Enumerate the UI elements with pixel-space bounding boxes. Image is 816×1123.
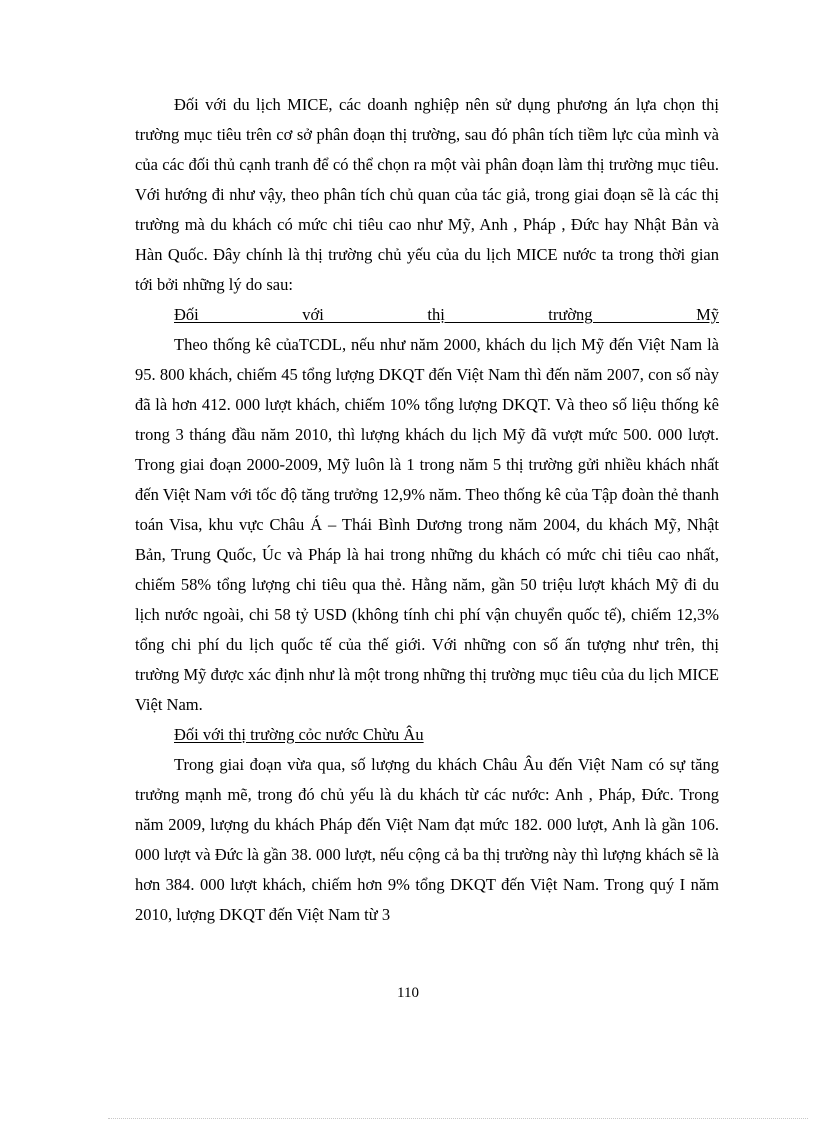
paragraph-european-market: Trong giai đoạn vừa qua, số lượng du khách Châu Âu đến Việt Nam có sự tăng trưởng mạnh mẽ, trong đó chủ yếu là du khách từ các nước: Anh , Pháp, Đức. Trong năm 2009, lượng du khách Pháp đến Việt Nam đạt mức 182. 000 lượt, Anh là gần 106. 000 lượt và Đức là gần 38. 000 lượt, nếu cộng cả ba thị trường này thì lượng khách sẽ là hơn 384. 000 lượt khách, chiếm hơn 9% tổng DKQT đến Việt Nam. Trong quý I năm 2010, lượng DKQT đến Việt Nam từ 3 <box>135 755 719 924</box>
page-number: 110 <box>397 985 419 1001</box>
paragraph-us-market: Theo thống kê củaTCDL, nếu như năm 2000, khách du lịch Mỹ đến Việt Nam là 95. 800 khách, chiếm 45 tổng lượng DKQT đến Việt Nam thì đến năm 2007, con số này đã là hơn 412. 000 lượt khách, chiếm 10% tổng lượng DKQT. Và theo số liệu thống kê trong 3 tháng đầu năm 2010, thì lượng khách du lịch Mỹ đã vượt mức 500. 000 lượt. Trong giai đoạn 2000-2009, Mỹ luôn là 1 trong năm 5 thị trường gửi nhiều khách nhất đến Việt Nam với tốc độ tăng trưởng 12,9% năm. Theo thống kê của Tập đoàn thẻ thanh toán Visa, khu vực Châu Á – Thái Bình Dương trong năm 2004, du khách Mỹ, Nhật Bản, Trung Quốc, Úc và Pháp là hai trong những du khách có mức chi tiêu cao nhất, chiếm 58% tổng lượng chi tiêu qua thẻ. Hằng năm, gần 50 triệu lượt khách Mỹ đi du lịch nước ngoài, chi 58 tỷ USD (không tính chi phí vận chuyển quốc tế), chiếm 12,3% tổng chi phí du lịch quốc tế của thế giới. Với những con số ấn tượng như trên, thị trường Mỹ được xác định như là một trong những thị trường mục tiêu của du lịch MICE Việt Nam. <box>135 335 719 714</box>
heading-us-market: Đối với thị trường Mỹ <box>174 305 719 324</box>
page-bottom-divider <box>108 1118 808 1119</box>
document-body <box>135 90 719 930</box>
heading-european-market: Đối với thị trường cỏc nước Chừu Âu <box>174 725 424 744</box>
paragraph-mice-target-markets: Đối với du lịch MICE, các doanh nghiệp nên sử dụng phương án lựa chọn thị trường mục tiêu trên cơ sở phân đoạn thị trường, sau đó phân tích tiềm lực của mình và của các đối thủ cạnh tranh để có thể chọn ra một vài phân đoạn làm thị trường mục tiêu. Với hướng đi như vậy, theo phân tích chủ quan của tác giả, trong giai đoạn sẽ là các thị trường mà du khách có mức chi tiêu cao như Mỹ, Anh , Pháp , Đức hay Nhật Bản và Hàn Quốc. Đây chính là thị trường chủ yếu của du lịch MICE nước ta trong thời gian tới bởi những lý do sau: <box>135 95 719 294</box>
